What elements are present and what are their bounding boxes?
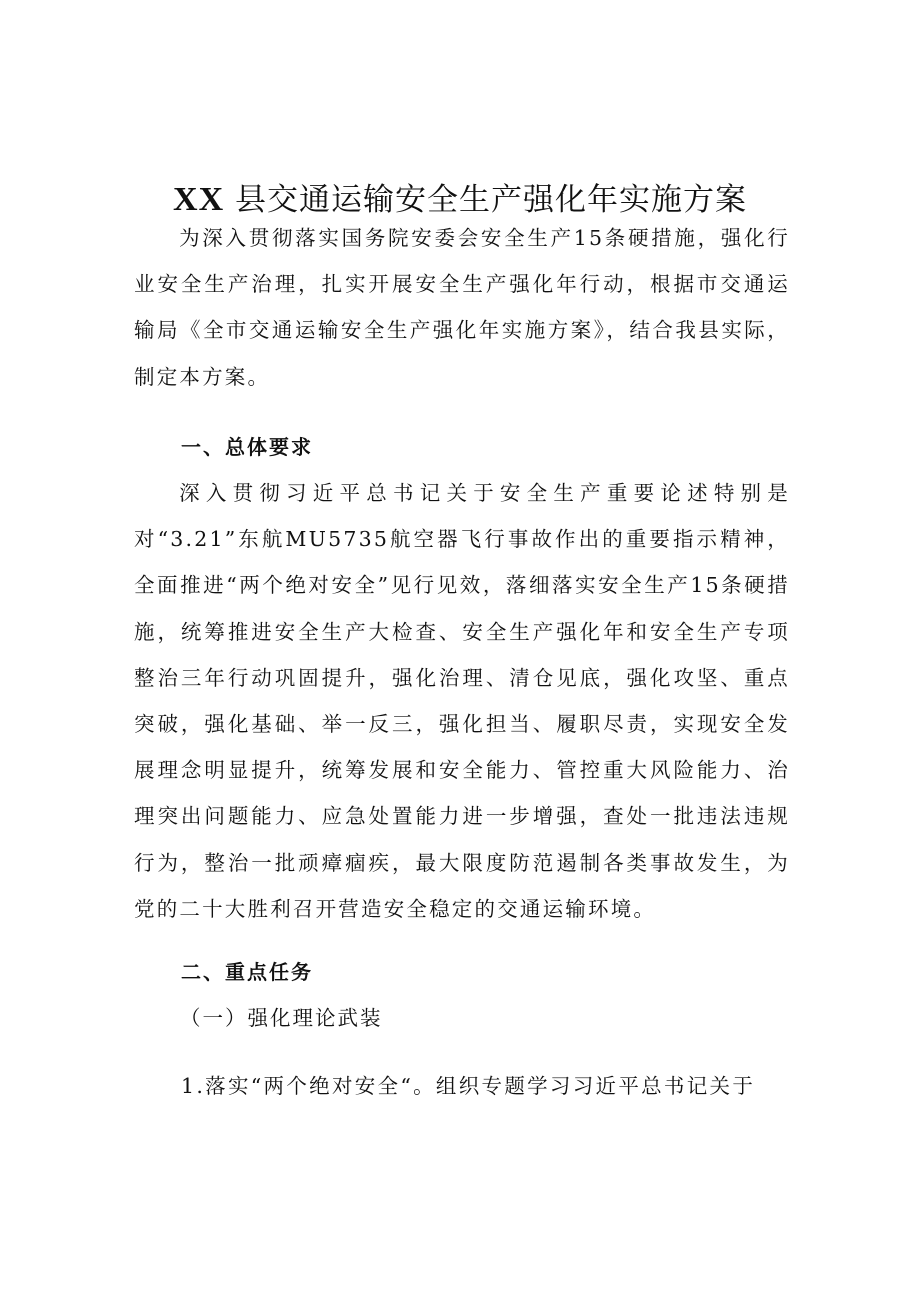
intro-paragraph: 为深入贯彻落实国务院安委会安全生产15条硬措施，强化行业安全生产治理，扎实开展安全生产强化年行动，根据市交通运输局《全市交通运输安全生产强化年实施方案》，结合我县实际，制定本方案。 <box>134 226 790 389</box>
section-heading-overall-requirements: 一、总体要求 <box>181 435 313 459</box>
section-paragraph-overall-requirements: 深入贯彻习近平总书记关于安全生产重要论述特别是对“3.21”东航MU5735航空器飞行事故作出的重要指示精神，全面推进“两个绝对安全”见行见效，落细落实安全生产15条硬措施，统筹推进安全生产大检查、安全生产强化年和安全生产专项整治三年行动巩固提升，强化治理、清仓见底，强化攻坚、重点突破，强化基础、举一反三，强化担当、履职尽责，实现安全发展理念明显提升，统筹发展和安全能力、管控重大风险能力、治理突出问题能力、应急处置能力进一步增强，查处一批违法违规行为，整治一批顽瘴痼疾，最大限度防范遏制各类事故发生，为党的二十大胜利召开营造安全稳定的交通运输环境。 <box>134 481 790 921</box>
title-prefix: XX <box>173 181 225 218</box>
subsection-heading-theory: （一）强化理论武装 <box>180 1006 383 1030</box>
section-heading-key-tasks: 二、重点任务 <box>181 960 313 984</box>
task-item-1: 1.落实“两个绝对安全“。组织专题学习习近平总书记关于 <box>181 1074 756 1098</box>
title-text: 县交通运输安全生产强化年实施方案 <box>234 182 747 218</box>
